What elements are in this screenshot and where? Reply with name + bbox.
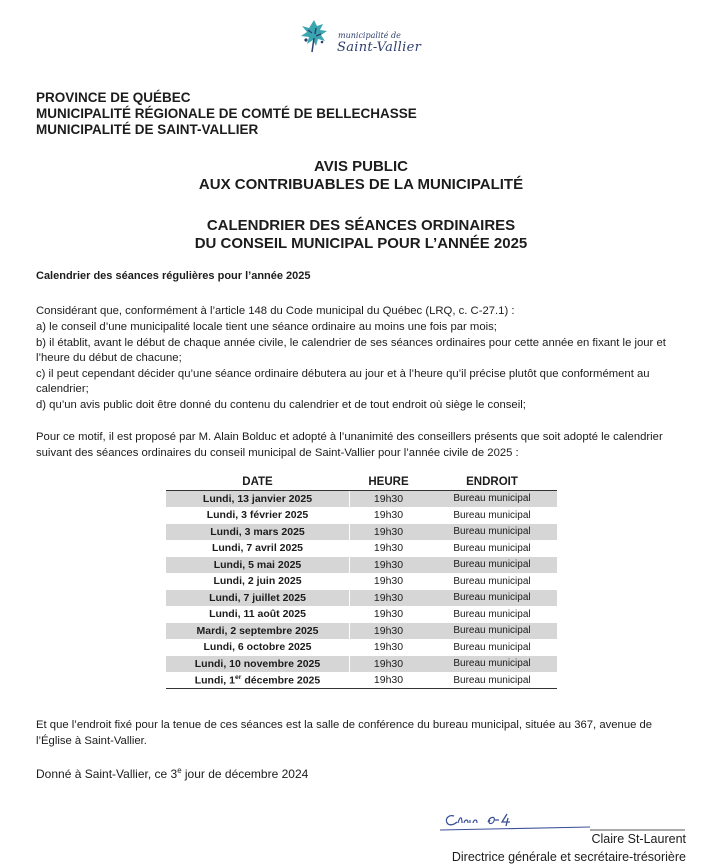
cell-endroit: Bureau municipal — [427, 590, 557, 607]
cell-heure: 19h30 — [350, 524, 428, 541]
logo-small-text: municipalité de — [338, 31, 401, 40]
cell-endroit: Bureau municipal — [427, 623, 557, 640]
table-row — [166, 573, 557, 590]
signatory-name: Claire St-Laurent — [591, 832, 686, 846]
table-row — [166, 491, 557, 508]
table-row — [166, 557, 557, 574]
table-body — [166, 491, 557, 689]
cell-endroit: Bureau municipal — [427, 656, 557, 673]
schedule-table — [166, 473, 557, 689]
cell-endroit: Bureau municipal — [427, 524, 557, 541]
header-date: DATE — [166, 473, 350, 491]
table-row — [166, 656, 557, 673]
intro-paragraph: Considérant que, conformément à l’article 148 du Code municipal du Québec (LRQ, c. C-27.1) : — [36, 305, 515, 317]
cell-heure: 19h30 — [350, 491, 428, 508]
calendar-title-line2: DU CONSEIL MUNICIPAL POUR L’ANNÉE 2025 — [194, 235, 528, 252]
table-header-row — [166, 473, 557, 491]
table-row — [166, 590, 557, 607]
cell-date: Lundi, 10 novembre 2025 — [166, 656, 350, 673]
list-item: a) le conseil d’une municipalité locale tient une séance ordinaire au moins une fois par mois; — [36, 321, 497, 333]
table-row — [166, 540, 557, 557]
cell-heure: 19h30 — [350, 540, 428, 557]
cell-date: Lundi, 6 octobre 2025 — [166, 639, 350, 656]
cell-heure: 19h30 — [350, 672, 428, 689]
list-item: b) il établit, avant le début de chaque année civile, le calendrier de ses séances ordinaires pour cette année en fixant le jour et l’heure du début de chacune; — [36, 336, 666, 365]
table-row — [166, 524, 557, 541]
cell-endroit: Bureau municipal — [427, 639, 557, 656]
section-subtitle: Calendrier des séances régulières pour l’année 2025 — [36, 270, 311, 282]
header-endroit: ENDROIT — [427, 473, 557, 491]
cell-date: Lundi, 7 juillet 2025 — [166, 590, 350, 607]
cell-date: Lundi, 1er décembre 2025 — [166, 672, 350, 689]
table-row — [166, 672, 557, 689]
cell-date: Lundi, 3 mars 2025 — [166, 524, 350, 541]
cell-endroit: Bureau municipal — [427, 491, 557, 508]
calendar-title-line1: CALENDRIER DES SÉANCES ORDINAIRES — [206, 217, 516, 234]
province-line: PROVINCE DE QUÉBEC — [36, 90, 191, 105]
cell-heure: 19h30 — [350, 557, 428, 574]
avis-title-line2: AUX CONTRIBUABLES DE LA MUNICIPALITÉ — [198, 176, 524, 193]
mrc-line: MUNICIPALITÉ RÉGIONALE DE COMTÉ DE BELLECHASSE — [36, 106, 417, 121]
cell-endroit: Bureau municipal — [427, 557, 557, 574]
table-row — [166, 639, 557, 656]
cell-endroit: Bureau municipal — [427, 606, 557, 623]
cell-date: Lundi, 3 février 2025 — [166, 507, 350, 524]
cell-endroit: Bureau municipal — [427, 507, 557, 524]
avis-title-line1: AVIS PUBLIC — [314, 158, 408, 175]
cell-endroit: Bureau municipal — [427, 573, 557, 590]
header-heure: HEURE — [350, 473, 428, 491]
cell-heure: 19h30 — [350, 590, 428, 607]
cell-heure: 19h30 — [350, 639, 428, 656]
cell-date: Lundi, 2 juin 2025 — [166, 573, 350, 590]
handwritten-signature-icon — [440, 808, 685, 834]
table-row — [166, 623, 557, 640]
cell-date: Lundi, 11 août 2025 — [166, 606, 350, 623]
cell-heure: 19h30 — [350, 507, 428, 524]
cell-heure: 19h30 — [350, 656, 428, 673]
cell-endroit: Bureau municipal — [427, 672, 557, 689]
considerant-list — [36, 320, 690, 414]
signatory-title: Directrice générale et secrétaire-trésorière — [451, 850, 686, 864]
leaf-icon — [292, 14, 336, 54]
cell-heure: 19h30 — [350, 623, 428, 640]
cell-date: Mardi, 2 septembre 2025 — [166, 623, 350, 640]
signature — [440, 808, 685, 834]
municipality-line: MUNICIPALITÉ DE SAINT-VALLIER — [36, 122, 259, 137]
list-item: d) qu’un avis public doit être donné du contenu du calendrier et de tout endroit où siège le conseil; — [36, 398, 526, 411]
table-row — [166, 606, 557, 623]
cell-endroit: Bureau municipal — [427, 540, 557, 557]
list-item: c) il peut cependant décider qu’une séance ordinaire débutera au jour et à l’heure qu’il précise plutôt que conformément au calendrier; — [36, 367, 650, 396]
table-row — [166, 507, 557, 524]
cell-date: Lundi, 13 janvier 2025 — [166, 491, 350, 508]
cell-heure: 19h30 — [350, 606, 428, 623]
cell-heure: 19h30 — [350, 573, 428, 590]
motif-paragraph: Pour ce motif, il est proposé par M. Alain Bolduc et adopté à l’unanimité des conseillers présents que soit adopté le calendrier suivant des séances ordinaires du conseil municipal de Saint-Vallier pour l’année civile de 2025 : — [36, 431, 663, 459]
cell-date: Lundi, 5 mai 2025 — [166, 557, 350, 574]
lieu-paragraph: Et que l’endroit fixé pour la tenue de ces séances est la salle de conférence du bureau municipal, située au 367, avenue de l’Église à Saint-Vallier. — [36, 719, 653, 747]
given-date-line: Donné à Saint-Vallier, ce 3e jour de décembre 2024 — [36, 766, 309, 781]
municipality-logo — [292, 14, 452, 64]
logo-name: Saint-Vallier — [337, 40, 422, 55]
cell-date: Lundi, 7 avril 2025 — [166, 540, 350, 557]
